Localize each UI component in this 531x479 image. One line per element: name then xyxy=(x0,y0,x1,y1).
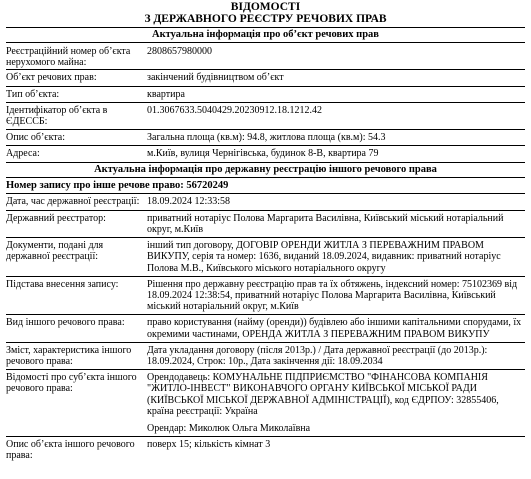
lessor-value: Орендодавець: КОМУНАЛЬНЕ ПІДПРИЄМСТВО "ФІНАНСОВА КОМПАНІЯ "ЖИТЛО-ІНВЕСТ" ВИКОНАВЧОГО ОРГАНУ КИЇВСЬКОЇ МІСЬКОЇ РАДИ (КИЇВСЬКОЇ МІСЬКОЇ ДЕРЖАВНОЇ АДМІНІСТРАЦІЇ), код ЄДРПОУ: 32855406, країна реєстрації: Україна xyxy=(147,372,499,417)
section-right xyxy=(6,180,525,462)
field-label: Ідентифікатор об’єкта в ЄДЕССБ: xyxy=(6,104,108,128)
field-row xyxy=(6,196,525,207)
field-label: Підстава внесення запису: xyxy=(6,278,119,290)
divider xyxy=(6,210,525,211)
field-row xyxy=(6,105,525,127)
field-row xyxy=(6,89,525,100)
divider xyxy=(6,162,525,163)
divider xyxy=(6,276,525,277)
field-row xyxy=(6,132,525,143)
field-value: 01.3067633.5040429.20230912.18.1212.42 xyxy=(147,104,322,116)
field-value: м.Київ, вулиця Чернігівська, будинок 8-В, квартира 79 xyxy=(147,148,379,160)
field-value: Рішення про державну реєстрацію прав та їх обтяжень, індексний номер: 75102369 від 18.09.2024 12:38:54, приватний нотаріус Полова Маргарита Василівна, Київський міський нотаріальний округ, м.Київ xyxy=(147,278,518,313)
field-row xyxy=(6,279,525,313)
divider xyxy=(6,237,525,238)
title-line-1: ВІДОМОСТІ xyxy=(230,1,301,13)
divider xyxy=(6,342,525,343)
field-row xyxy=(6,345,525,367)
field-value-group xyxy=(147,372,525,434)
field-label: Опис об’єкта іншого речового права: xyxy=(6,439,135,462)
field-row xyxy=(6,372,525,434)
divider xyxy=(6,145,525,146)
divider xyxy=(6,102,525,103)
field-value: право користування (найму (оренди)) будівлею або іншими капітальними спорудами, їх окремими частинами, ОРЕНДА ЖИТЛА З ПЕРЕВАЖНИМ ПРАВОМ ВИКУПУ xyxy=(147,317,522,340)
field-value: закінчений будівництвом об’єкт xyxy=(147,72,284,84)
field-value: інший тип договору, ДОГОВІР ОРЕНДИ ЖИТЛА З ПЕРЕВАЖНИМ ПРАВОМ ВИКУПУ, серія та номер: 1636, виданий 18.09.2024, видавник: приватний нотаріус Полова М.В., Київського міського нотаріального округу xyxy=(147,240,501,274)
divider xyxy=(6,42,525,43)
document-title xyxy=(6,0,525,25)
field-value: 18.09.2024 12:33:58 xyxy=(147,195,231,207)
field-row xyxy=(6,213,525,235)
field-value: Загальна площа (кв.м): 94.8, житлова площа (кв.м): 54.3 xyxy=(147,132,386,144)
record-number: Номер запису про інше речове право: 56720249 xyxy=(6,179,229,191)
divider xyxy=(6,86,525,87)
field-value: поверх 15; кількість кімнат 3 xyxy=(147,439,271,451)
divider xyxy=(6,436,525,437)
field-value: приватний нотаріус Полова Маргарита Василівна, Київський міський нотаріальний округ, м.Київ xyxy=(147,212,504,236)
section-object xyxy=(6,46,525,160)
field-label: Адреса: xyxy=(6,148,40,160)
field-label: Державний реєстратор: xyxy=(6,212,106,224)
divider xyxy=(6,129,525,130)
field-row xyxy=(6,148,525,159)
divider xyxy=(6,27,525,28)
divider xyxy=(6,193,525,194)
divider xyxy=(6,369,525,370)
divider xyxy=(6,314,525,315)
field-label: Тип об’єкта: xyxy=(6,88,60,100)
field-value: Дата укладання договору (після 2013р.) / Дата державної реєстрації (до 2013р.): 18.09.2024, Строк: 10р., Дата закінчення дії: 18.09.2034 xyxy=(147,344,488,368)
field-label: Дата, час державної реєстрації: xyxy=(6,195,140,207)
title-line-2: З ДЕРЖАВНОГО РЕЄСТРУ РЕЧОВИХ ПРАВ xyxy=(144,12,387,25)
field-row xyxy=(6,46,525,68)
field-label: Відомості про суб’єкта іншого речового права: xyxy=(6,372,137,395)
section-object-title: Актуальна інформація про об’єкт речових прав xyxy=(152,29,379,40)
field-label: Документи, подані для державної реєстрації: xyxy=(6,240,104,263)
field-row xyxy=(6,240,525,274)
lessee-value: Орендар: Миколюк Ольга Миколаївна xyxy=(147,423,311,435)
field-row xyxy=(6,439,525,461)
divider xyxy=(6,177,525,178)
section-right-title: Актуальна інформація про державну реєстрацію іншого речового права xyxy=(94,163,437,175)
field-value: 2808657980000 xyxy=(147,46,212,57)
field-row xyxy=(6,72,525,83)
field-label: Об’єкт речових прав: xyxy=(6,72,97,84)
field-label: Реєстраційний номер об’єкта нерухомого майна: xyxy=(6,46,131,69)
field-label: Зміст, характеристика іншого речового права: xyxy=(6,344,132,368)
field-label: Вид іншого речового права: xyxy=(6,317,125,329)
field-label: Опис об’єкта: xyxy=(6,132,66,144)
divider xyxy=(6,69,525,70)
field-value: квартира xyxy=(147,88,185,100)
field-row xyxy=(6,317,525,339)
